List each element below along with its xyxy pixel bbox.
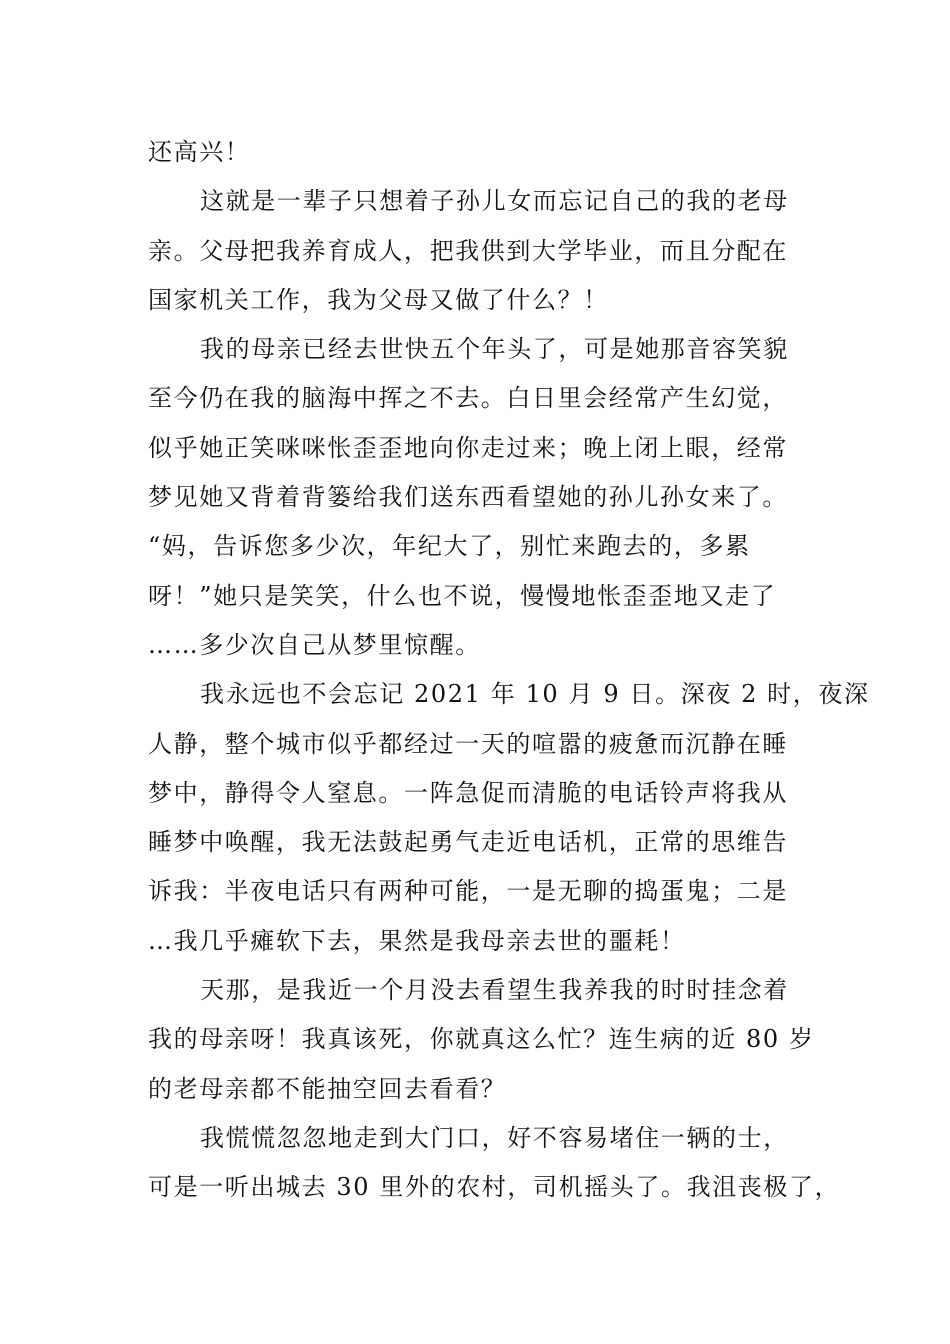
text-line: 人静，整个城市似乎都经过一天的喧嚣的疲惫而沉静在睡	[148, 729, 788, 758]
text-line: …我几乎瘫软下去，果然是我母亲去世的噩耗！	[148, 926, 686, 955]
paragraph	[148, 966, 818, 1114]
text-line: 梦见她又背着背篓给我们送东西看望她的孙儿孙女来了。	[148, 483, 788, 512]
text-line: 可是一听出城去 30 里外的农村，司机摇头了。我沮丧极了，	[148, 1173, 841, 1202]
text-line: 天那，是我近一个月没去看望生我养我的时时挂念着	[200, 976, 789, 1005]
text-line: “妈，告诉您多少次，年纪大了，别忙来跑去的，多累	[148, 532, 751, 561]
paragraph	[148, 177, 818, 325]
text-line: 至今仍在我的脑海中挥之不去。白日里会经常产生幻觉，	[148, 384, 788, 413]
text-line: ……多少次自己从梦里惊醒。	[148, 630, 481, 659]
text-line: 我永远也不会忘记 2021 年 10 月 9 日。深夜 2 时，夜深	[200, 680, 870, 709]
text-line: 亲。父母把我养育成人，把我供到大学毕业，而且分配在	[148, 236, 788, 265]
text-line: 睡梦中唤醒，我无法鼓起勇气走近电话机，正常的思维告	[148, 828, 788, 857]
text-line: 我的母亲呀！我真该死，你就真这么忙？连生病的近 80 岁	[148, 1025, 815, 1054]
text-line: 的老母亲都不能抽空回去看看？	[148, 1074, 507, 1103]
paragraph	[148, 128, 818, 177]
text-line: 还高兴！	[148, 138, 251, 166]
text-line: 诉我：半夜电话只有两种可能，一是无聊的捣蛋鬼；二是	[148, 877, 788, 906]
text-line: 我慌慌忽忽地走到大门口，好不容易堵住一辆的士，	[200, 1123, 789, 1152]
text-line: 梦中，静得令人窒息。一阵急促而清脆的电话铃声将我从	[148, 778, 788, 807]
paragraph	[148, 1114, 841, 1213]
paragraph	[148, 670, 870, 966]
document-body	[148, 128, 870, 1213]
text-line: 呀！”她只是笑笑，什么也不说，慢慢地怅歪歪地又走了	[148, 581, 777, 610]
text-line: 国家机关工作，我为父母又做了什么？！	[148, 285, 609, 314]
text-line: 似乎她正笑咪咪怅歪歪地向你走过来；晚上闭上眼，经常	[148, 433, 788, 462]
text-line: 我的母亲已经去世快五个年头了，可是她那音容笑貌	[200, 335, 789, 364]
paragraph	[148, 325, 818, 670]
text-line: 这就是一辈子只想着子孙儿女而忘记自己的我的老母	[200, 187, 789, 216]
